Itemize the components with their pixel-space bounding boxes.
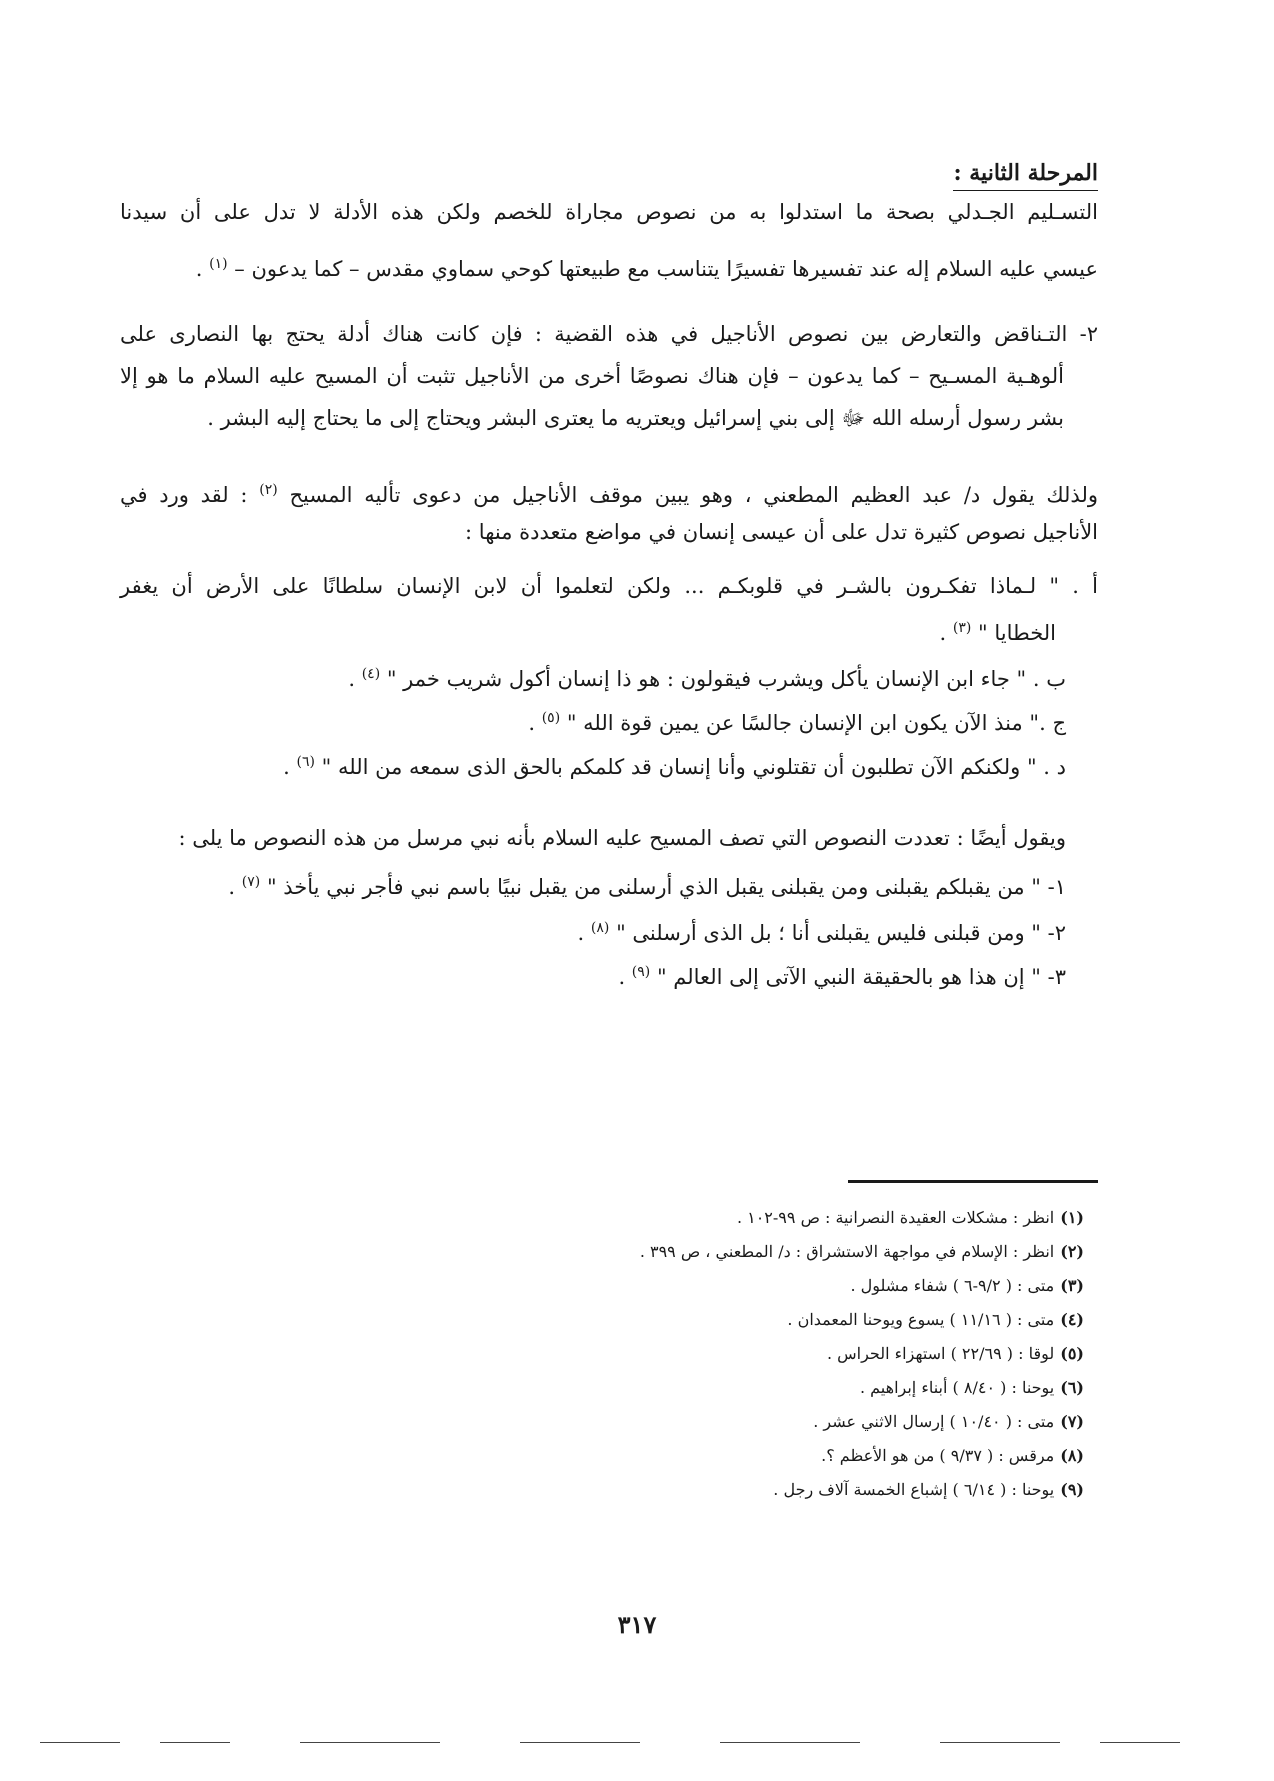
section-heading: المرحلة الثانية : [953,160,1098,191]
footnote-number: (٧) [1060,1412,1084,1431]
list-item: ج ." منذ الآن يكون ابن الإنسان جالسًا عن يمين قوة الله " $^{(٥)}$ . [528,710,1066,735]
footnote-text: متى : ( ١١/١٦ ) يسوع ويوحنا المعمدان . [787,1310,1055,1329]
footnote-ref: (٥) [541,710,561,726]
scan-mark [520,1742,640,1743]
scan-mark [160,1742,230,1743]
footnote [850,1274,1084,1298]
paragraph-text: : لقد ورد في [120,483,248,507]
paragraph-text: د . " ولكنكم الآن تطلبون أن تقتلوني وأنا إنسان قد كلمكم بالحق الذى سمعه من الله " [321,755,1066,779]
paragraph-line: ويقول أيضًا : تعددت النصوص التي تصف المسيح عليه السلام بأنه نبي مرسل من هذه النصوص ما يلى : [178,826,1066,850]
footnote-text: متى : ( ٩/٢-٦ ) شفاء مشلول . [850,1276,1055,1295]
footnote-number: (٩) [1060,1480,1084,1499]
scan-mark [40,1742,120,1743]
list-item: ١- " من يقبلكم يقبلنى ومن يقبلنى يقبل الذي أرسلنى من يقبل نبيًا باسم نبي فأجر نبي يأخذ " $^{(٧)}$ . [228,874,1066,899]
footnote-ref: (٩) [631,964,651,980]
footnote [827,1342,1084,1366]
paragraph-text: الخطايا " [978,621,1056,645]
paragraph-text: عيسي عليه السلام إله عند تفسيرها تفسيرًا يتناسب مع طبيعتها كوحي سماوي مقدس – كما يدعون – [234,257,1098,281]
footnote-separator [848,1180,1098,1183]
paragraph-text: ولذلك يقول د/ عبد العظيم المطعني ، وهو يبين موقف الأناجيل من دعوى تأليه المسيح [289,483,1098,507]
footnote-number: (٢) [1060,1242,1084,1261]
footnote-text: انظر : الإسلام في مواجهة الاستشراق : د/ المطعني ، ص ٣٩٩ . [639,1242,1055,1261]
list-item: أ . " لـماذا تفكـرون بالشـر في قلوبكـم ... ولكن لتعلموا أن لابن الإنسان سلطانًا على الأرض أن يغفر [120,574,1098,598]
paragraph-text: ج ." منذ الآن يكون ابن الإنسان جالسًا عن يمين قوة الله " [566,711,1066,735]
footnote [813,1410,1084,1434]
paragraph-line: بشر رسول أرسله الله ﷻ إلى بني إسرائيل ويعتريه ما يعترى البشر ويحتاج إلى ما يحتاج إليه البشر . [207,406,1064,430]
footnote-text: متى : ( ١٠/٤٠ ) إرسال الاثني عشر . [813,1412,1055,1431]
paragraph-text: ٢- " ومن قبلنى فليس يقبلنى أنا ؛ بل الذى أرسلنى " [616,921,1066,945]
paragraph-text: ب . " جاء ابن الإنسان يأكل ويشرب فيقولون : هو ذا إنسان أكول شريب خمر " [386,667,1066,691]
footnote-ref: (٧) [241,874,261,890]
scan-mark [720,1742,860,1743]
scan-mark [1100,1742,1180,1743]
paragraph-text: ٣- " إن هذا هو بالحقيقة النبي الآتى إلى العالم " [656,965,1066,989]
footnote [737,1206,1084,1230]
footnote-text: انظر : مشكلات العقيدة النصرانية : ص ٩٩-١٠٢ . [736,1208,1055,1227]
paragraph-text: ١- " من يقبلكم يقبلنى ومن يقبلنى يقبل الذي أرسلنى من يقبل نبيًا باسم نبي فأجر نبي يأخذ " [266,875,1066,899]
list-item: ب . " جاء ابن الإنسان يأكل ويشرب فيقولون : هو ذا إنسان أكول شريب خمر " $^{(٤)}$ . [348,666,1066,691]
footnote-number: (٨) [1060,1446,1084,1465]
footnote-number: (٦) [1060,1378,1084,1397]
footnote [787,1308,1084,1332]
paragraph-line: التسـليم الجـدلي بصحة ما استدلوا به من نصوص مجاراة للخصم ولكن هذه الأدلة لا تدل على أن سيدنا [120,200,1098,224]
footnote-number: (٥) [1060,1344,1084,1363]
footnote-ref: (٤) [361,666,381,682]
scan-mark [300,1742,440,1743]
page-number: ٣١٧ [617,1610,657,1639]
footnote-ref: (٨) [590,920,610,936]
footnote-text: يوحنا : ( ٦/١٤ ) إشباع الخمسة آلاف رجل . [773,1480,1055,1499]
footnote-number: (٣) [1060,1276,1084,1295]
footnote [773,1478,1084,1502]
list-item: ٣- " إن هذا هو بالحقيقة النبي الآتى إلى العالم " $^{(٩)}$ . [618,964,1066,989]
footnote-text: لوقا : ( ٢٢/٦٩ ) استهزاء الحراس . [826,1344,1055,1363]
footnote-ref: (٣) [952,620,972,636]
footnote-ref: (٢) [259,482,278,498]
paragraph-line: الأناجيل نصوص كثيرة تدل على أن عيسى إنسان في مواضع متعددة منها : [465,520,1098,544]
footnote-ref: (٦) [296,754,315,770]
footnote [640,1240,1084,1264]
list-item: د . " ولكنكم الآن تطلبون أن تقتلوني وأنا إنسان قد كلمكم بالحق الذى سمعه من الله " $^{(٦)}$ . [283,754,1066,779]
footnote-number: (١) [1060,1208,1084,1227]
list-item: الخطايا " $^{(٣)}$ . [939,620,1056,645]
footnote-ref: (١) [209,256,228,272]
list-item: ٢- " ومن قبلنى فليس يقبلنى أنا ؛ بل الذى أرسلنى " $^{(٨)}$ . [577,920,1066,945]
footnote [860,1376,1084,1400]
paragraph-line: ألوهـية المسـيح – كما يدعون – فإن هناك نصوصًا أخرى من الأناجيل تثبت أن المسيح عليه السلام ما هو إلا [120,364,1064,388]
footnote [821,1444,1084,1468]
paragraph-line: عيسي عليه السلام إله عند تفسيرها تفسيرًا يتناسب مع طبيعتها كوحي سماوي مقدس – كما يدعون – $^{(١)}$ . [195,256,1098,281]
paragraph-line [120,474,1098,511]
footnote-number: (٤) [1060,1310,1084,1329]
scan-mark [940,1742,1060,1743]
footnote-text: مرقس : ( ٩/٣٧ ) من هو الأعظم ؟. [821,1446,1055,1465]
paragraph-line: ٢- التـناقض والتعارض بين نصوص الأناجيل في هذه القضية : فإن كانت هناك أدلة يحتج بها النصارى على [120,322,1098,346]
footnote-text: يوحنا : ( ٨/٤٠ ) أبناء إبراهيم . [859,1378,1055,1397]
